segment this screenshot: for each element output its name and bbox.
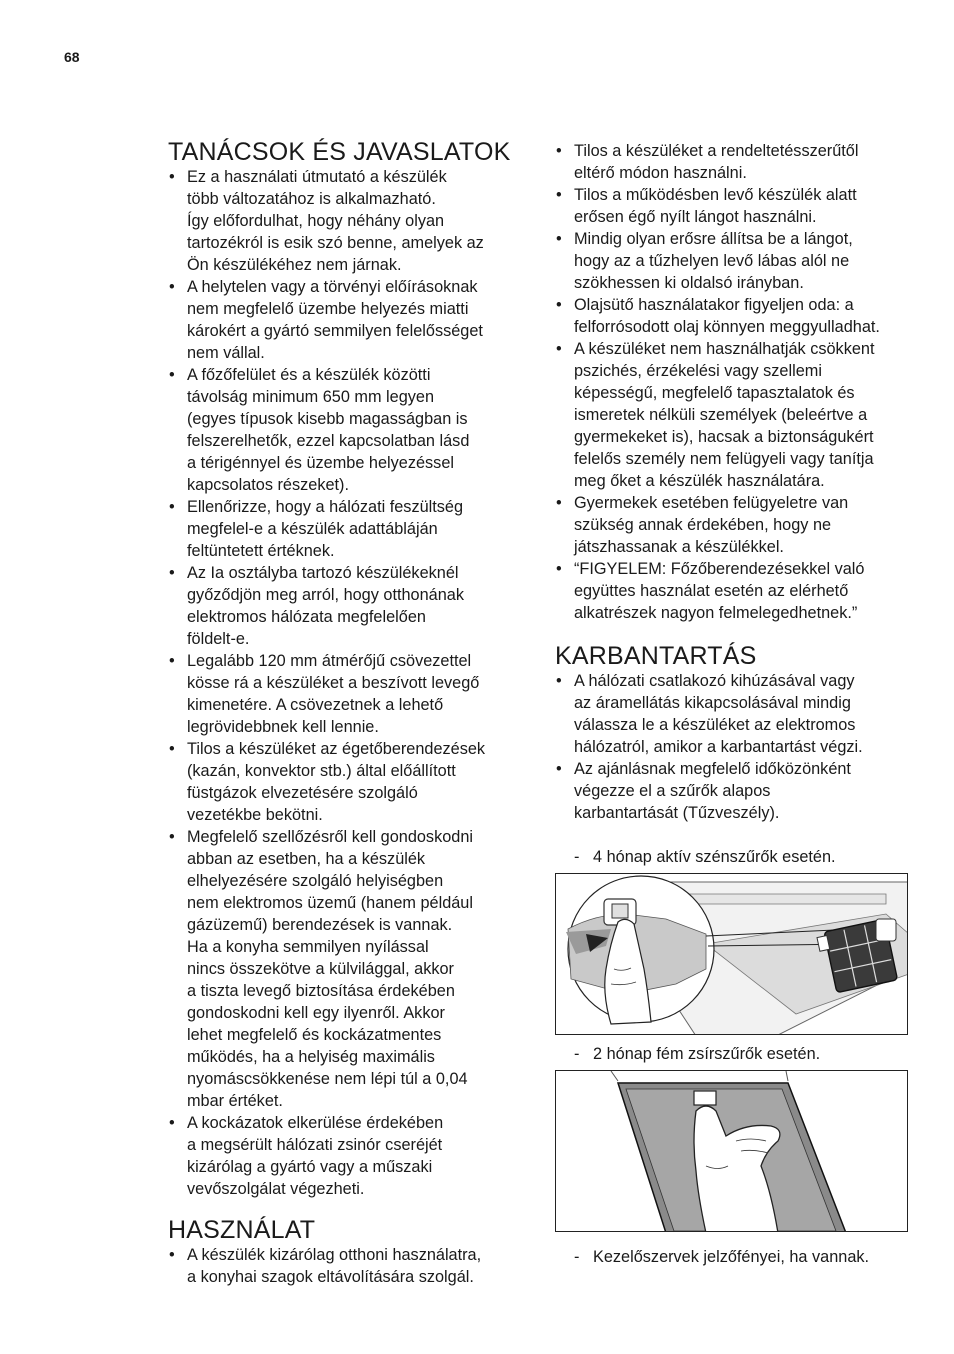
- list-item: • A kockázatok elkerülése érdekében a megsérült hálózati zsinór cseréjét kizárólag a gyártó vagy a műszaki vevőszolgálat végezheti.: [168, 1112, 530, 1200]
- right-column: [555, 140, 917, 1268]
- list-item: • Megfelelő szellőzésről kell gondoskodni abban az esetben, ha a készülék elhelyezésére szolgáló helyiségben nem elektromos üzemű (hanem például gázüzemű) berendezések is vannak. Ha a konyha semmilyen nyílással nincs összekötve a külvilággal, akkor a tiszta levegő biztosítása érdekében gondoskodni kell egy ilyenről. Akkor lehet megfelelő és kockázatmentes működés, ha a helyiség maximális nyomáscsökkenése nem lépi túl a 0,04 mbar értéket.: [168, 826, 530, 1112]
- list-item: • Tilos a készüléket a rendeltetésszerűtől eltérő módon használni.: [555, 140, 917, 184]
- maintenance-list: [555, 670, 917, 824]
- section-heading-tips: TANÁCSOK ÉS JAVASLATOK: [168, 138, 511, 166]
- carbon-filter-drawing: [556, 874, 908, 1035]
- warnings-list: [555, 140, 917, 624]
- section-heading-maintenance: KARBANTARTÁS: [555, 642, 757, 670]
- dash-item-carbon-filter: - 4 hónap aktív szénszűrők esetén.: [555, 846, 917, 868]
- usage-list: [168, 1244, 530, 1288]
- dash-item-grease-filter: - 2 hónap fém zsírszűrők esetén.: [555, 1043, 917, 1065]
- list-item: • A készülék kizárólag otthoni használatra, a konyhai szagok eltávolítására szolgál.: [168, 1244, 530, 1288]
- list-item: • Az ajánlásnak megfelelő időközönként végezze el a szűrők alapos karbantartását (Tűzveszély).: [555, 758, 917, 824]
- carbon-filter-illustration: [555, 873, 908, 1035]
- dash-item-indicator-lights: - Kezelőszervek jelzőfényei, ha vannak.: [555, 1246, 917, 1268]
- list-item: • Tilos a működésben levő készülék alatt erősen égő nyílt lángot használni.: [555, 184, 917, 228]
- list-item: • A hálózati csatlakozó kihúzásával vagy az áramellátás kikapcsolásával mindig válassza le a készüléket az elektromos hálózatról, amikor a karbantartást végzi.: [555, 670, 917, 758]
- section-heading-usage: HASZNÁLAT: [168, 1216, 316, 1244]
- list-item: • Ez a használati útmutató a készülék több változatához is alkalmazható. Így előfordulhat, hogy néhány olyan tartozékról is esik szó benne, amelyek az Ön készülékéhez nem járnak.: [168, 166, 530, 276]
- list-item: • A készüléket nem használhatják csökkent pszichés, érzékelési vagy szellemi képességű, megfelelő tapasztalatok és ismeretek nélküli személyek (beleértve a gyermekeket is), hacsak a biztonságukért felelős személy nem felügyeli vagy tanítja meg őket a készülék használatára.: [555, 338, 917, 492]
- list-item: • Az Ia osztályba tartozó készülékeknél győződjön meg arról, hogy otthonának elektromos hálózata megfelelően földelt-e.: [168, 562, 530, 650]
- left-column: [168, 138, 530, 1288]
- list-item: • Tilos a készüléket az égetőberendezések (kazán, konvektor stb.) által előállított füstgázok elvezetésére szolgáló vezetékbe bekötni.: [168, 738, 530, 826]
- grease-filter-drawing: [556, 1071, 908, 1232]
- list-item: • Ellenőrizze, hogy a hálózati feszültség megfelel-e a készülék adattábláján feltüntetett értéknek.: [168, 496, 530, 562]
- tips-list: [168, 166, 530, 1200]
- list-item: • Legalább 120 mm átmérőjű csövezettel kösse rá a készüléket a beszívott levegő kimenetére. A csövezetnek a lehető legrövidebbnek kell lennie.: [168, 650, 530, 738]
- page-number: 68: [64, 49, 80, 65]
- grease-filter-illustration: [555, 1070, 908, 1232]
- list-item: • Mindig olyan erősre állítsa be a lángot, hogy az a tűzhelyen levő lábas alól ne szökhessen ki oldalsó irányban.: [555, 228, 917, 294]
- list-item: • A helytelen vagy a törvényi előírásoknak nem megfelelő üzembe helyezés miatti károkért a gyártó semmilyen felelősséget nem vállal.: [168, 276, 530, 364]
- list-item: • Olajsütő használatakor figyeljen oda: a felforrósodott olaj könnyen meggyulladhat.: [555, 294, 917, 338]
- list-item: • Gyermekek esetében felügyeletre van szükség annak érdekében, hogy ne játszhassanak a készülékkel.: [555, 492, 917, 558]
- list-item: • “FIGYELEM: Főzőberendezésekkel való együttes használat esetén az elérhető alkatrészek nagyon felmelegedhetnek.”: [555, 558, 917, 624]
- list-item: • A főzőfelület és a készülék közötti távolság minimum 650 mm legyen (egyes típusok kisebb magasságban is felszerelhetők, ezzel kapcsolatban lásd a térigénnyel és üzembe helyezéssel kapcsolatos részeket).: [168, 364, 530, 496]
